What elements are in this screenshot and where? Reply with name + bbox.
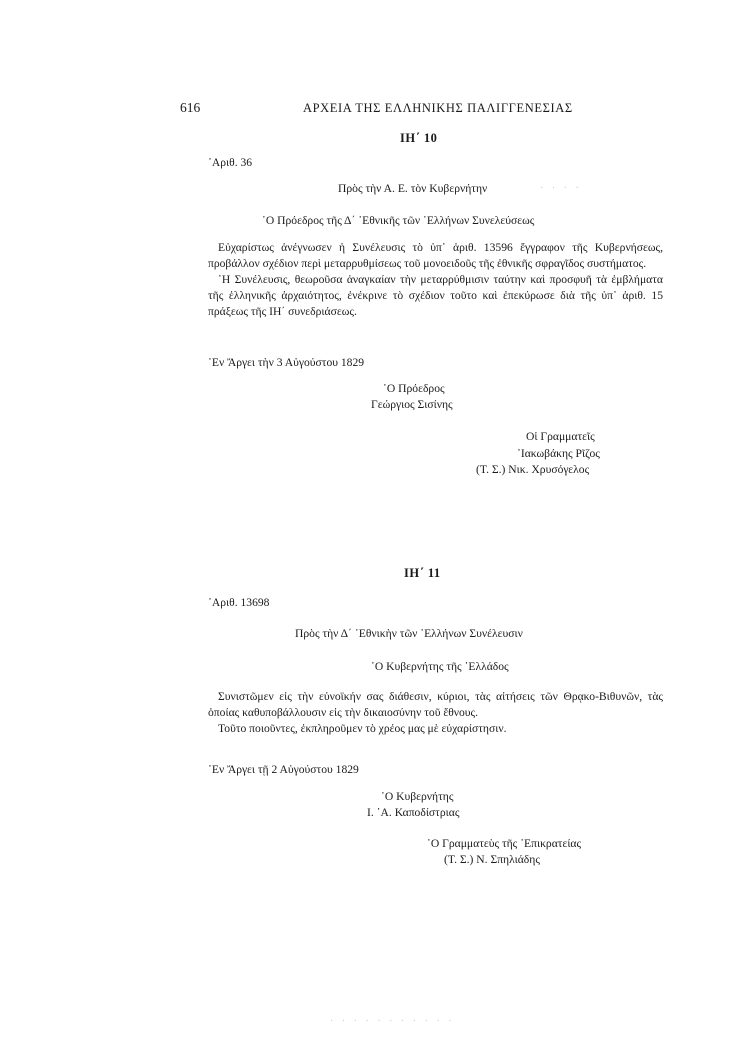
paragraph: Τοῦτο ποιοῦντες, ἐκπληροῦμεν τὸ χρέος μας μὲ εὐχαρίστησιν. — [218, 722, 507, 735]
addressee: Πρὸς τὴν Δ΄ ᾿Εθνικὴν τῶν ῾Ελλήνων Συνέλευσιν — [295, 627, 523, 640]
running-title: ΑΡΧΕΙΑ ΤΗΣ ΕΛΛΗΝΙΚΗΣ ΠΑΛΙΓΓΕΝΕΣΙΑΣ — [303, 101, 573, 115]
document-heading: ΙΗ΄ 11 — [404, 566, 441, 580]
page-number: 616 — [180, 100, 201, 115]
document-body — [208, 240, 663, 320]
document-reference: ᾿Αριθ. 13698 — [208, 596, 270, 609]
signatory-name: Ι. ᾿Α. Καποδίστριας — [367, 806, 460, 819]
paragraph: ῾Η Συνέλευσις, θεωροῦσα ἀναγκαίαν τὴν μεταρρύθμισιν ταύτην καὶ προσφυῆ τὰ ἐμβλήματα τῆς ἑλληνικῆς ἀρχαιότητος, ἐνέκρινε τὸ σχέδιον τοῦτο καὶ ἐπεκύρωσε διὰ τῆς ὑπ᾿ ἀριθ. 15 πράξεως τῆς ΙΗ΄ συνεδριάσεως. — [208, 273, 663, 318]
signatory-name: Γεώργιος Σισίνης — [371, 398, 453, 411]
sender: ῾Ο Κυβερνήτης τῆς ῾Ελλάδος — [371, 660, 509, 673]
secretaries-title: Οἱ Γραμματεῖς — [526, 430, 595, 443]
scan-artifact: · · · · — [540, 183, 582, 194]
place-date: ᾿Εν Ἄργει τῇ 2 Αὐγούστου 1829 — [208, 763, 359, 776]
paragraph: Εὐχαρίστως ἀνέγνωσεν ἡ Συνέλευσις τὸ ὑπ᾿ ἀριθ. 13596 ἔγγραφον τῆς Κυβερνήσεως, προβάλλον σχέδιον περὶ μεταρρυθμίσεως τοῦ μονοειδοῦς τῆς ἐθνικῆς σφραγῖδος συστήματος. — [208, 241, 663, 270]
signatory-title: ῾Ο Πρόεδρος — [383, 382, 445, 395]
document-reference: ᾿Αριθ. 36 — [208, 156, 253, 169]
place-date: ᾿Εν Ἄργει τὴν 3 Αὐγούστου 1829 — [208, 356, 365, 369]
addressee: Πρὸς τὴν Α. Ε. τὸν Κυβερνήτην — [338, 182, 488, 195]
secretary-name: ᾿Ιακωβάκης Ρῖζος — [517, 447, 600, 460]
scan-artifact: · · · · · · · · · · · — [330, 1016, 455, 1027]
secretary-name-seal: (Τ. Σ.) Ν. Σπηλιάδης — [444, 853, 540, 866]
paragraph: Συνιστῶμεν εἰς τὴν εὐνοϊκήν σας διάθεσιν, κύριοι, τὰς αἰτήσεις τῶν Θρᾳκο-Βιθυνῶν, τὰς ὁποίας καθυποβάλλουσιν εἰς τὴν δικαιοσύνην τοῦ ἔθνους. — [208, 690, 663, 719]
secretary-name-seal: (Τ. Σ.) Νικ. Χρυσόγελος — [476, 463, 590, 476]
signatory-title: ῾Ο Κυβερνήτης — [381, 790, 454, 803]
sender: ῾Ο Πρόεδρος τῆς Δ΄ ᾿Εθνικῆς τῶν ῾Ελλήνων Συνελεύσεως — [262, 214, 535, 227]
document-heading: ΙΗ΄ 10 — [400, 131, 438, 145]
secretary-title: ῾Ο Γραμματεὺς τῆς ᾿Επικρατείας — [427, 837, 582, 850]
document-body — [208, 689, 663, 737]
